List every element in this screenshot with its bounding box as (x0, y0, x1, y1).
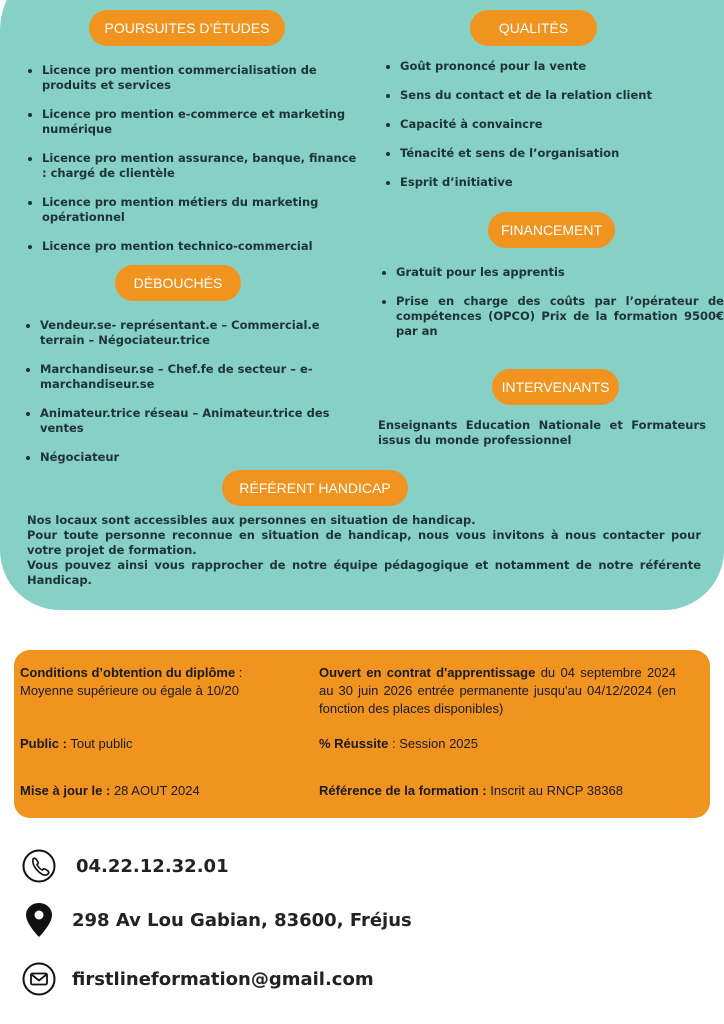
list-item: • Licence pro mention métiers du marketing opérationnel (42, 195, 362, 225)
public-label: Public : (20, 736, 67, 751)
maj-value: 28 AOUT 2024 (113, 783, 200, 798)
conditions-info: Conditions d’obtention du diplôme : Moyenne supérieure ou égale à 10/20 (20, 665, 243, 698)
ref-value: Inscrit au RNCP 38368 (490, 783, 623, 798)
list-item: • Gratuit pour les apprentis (396, 265, 724, 280)
list-item: • Marchandiseur.se – Chef.fe de secteur – e-marchandiseur.se (40, 362, 350, 392)
list-item: • Licence pro mention assurance, banque, finance : chargé de clientèle (42, 151, 362, 181)
list-item: • Licence pro mention commercialisation de produits et services (42, 63, 362, 93)
contact-phone (22, 849, 229, 883)
conditions-value: Moyenne supérieure ou égale à 10/20 (20, 683, 239, 698)
list-item: • Sens du contact et de la relation client (400, 88, 720, 103)
phone-icon (22, 849, 56, 883)
reussite-info: % Réussite : Session 2025 (319, 736, 478, 751)
handicap-text (27, 513, 701, 588)
poursuites-list (28, 63, 362, 268)
public-value: Tout public (70, 736, 133, 751)
ouvert-value: du 04 septembre 2024 au 30 juin 2026 entrée permanente jusqu'au 04/12/2024 (en fonction des places disponibles) (319, 665, 676, 716)
list-item: • Licence pro mention technico-commercial (42, 239, 362, 254)
section-title-handicap: RÉFÉRENT HANDICAP (222, 470, 408, 506)
reussite-value: Session 2025 (399, 736, 478, 751)
contact-address (22, 903, 412, 937)
ref-label: Référence de la formation : (319, 783, 487, 798)
section-title-debouches: DÉBOUCHÉS (115, 265, 241, 301)
conditions-label: Conditions d’obtention du diplôme (20, 665, 236, 680)
financement-list (382, 265, 724, 353)
maj-info (20, 782, 200, 800)
list-item: • Prise en charge des coûts par l’opérateur de compétences (OPCO) Prix de la formation 9500€ par an (396, 294, 724, 339)
ouvert-info (319, 664, 676, 718)
section-title-intervenants: INTERVENANTS (492, 369, 619, 405)
section-title-qualites: QUALITÉS (470, 10, 597, 46)
list-item: • Licence pro mention e-commerce et marketing numérique (42, 107, 362, 137)
debouches-list (26, 318, 350, 479)
qualites-list (386, 59, 720, 204)
list-item: • Goût prononcé pour la vente (400, 59, 720, 74)
handicap-line: Pour toute personne reconnue en situation de handicap, nous vous invitons à nous contacter pour votre projet de formation. (27, 528, 701, 557)
location-pin-icon (22, 903, 56, 937)
phone-number[interactable]: 04.22.12.32.01 (76, 855, 229, 877)
handicap-line: Nos locaux sont accessibles aux personnes en situation de handicap. (27, 513, 476, 527)
section-title-financement: FINANCEMENT (488, 212, 615, 248)
list-item: • Vendeur.se- représentant.e – Commercial.e terrain – Négociateur.trice (40, 318, 350, 348)
email-link[interactable]: firstlineformation@gmail.com (72, 968, 374, 990)
maj-label: Mise à jour le : (20, 783, 111, 798)
list-item: • Esprit d’initiative (400, 175, 720, 190)
ouvert-label: Ouvert en contrat d'apprentissage (319, 665, 536, 680)
reussite-label: % Réussite (319, 736, 389, 751)
ref-info (319, 782, 623, 800)
contact-email (22, 962, 374, 996)
list-item: • Ténacité et sens de l’organisation (400, 146, 720, 161)
section-title-poursuites: POURSUITES D’ÉTUDES (89, 10, 285, 46)
handicap-line: Vous pouvez ainsi vous rapprocher de notre équipe pédagogique et notamment de notre référente Handicap. (27, 558, 701, 587)
mail-icon (22, 962, 56, 996)
address-text: 298 Av Lou Gabian, 83600, Fréjus (72, 909, 412, 931)
list-item: • Négociateur (40, 450, 350, 465)
public-info (20, 735, 133, 753)
list-item: • Animateur.trice réseau – Animateur.trice des ventes (40, 406, 350, 436)
list-item: • Capacité à convaincre (400, 117, 720, 132)
intervenants-text: Enseignants Education Nationale et Formateurs issus du monde professionnel (378, 418, 706, 447)
